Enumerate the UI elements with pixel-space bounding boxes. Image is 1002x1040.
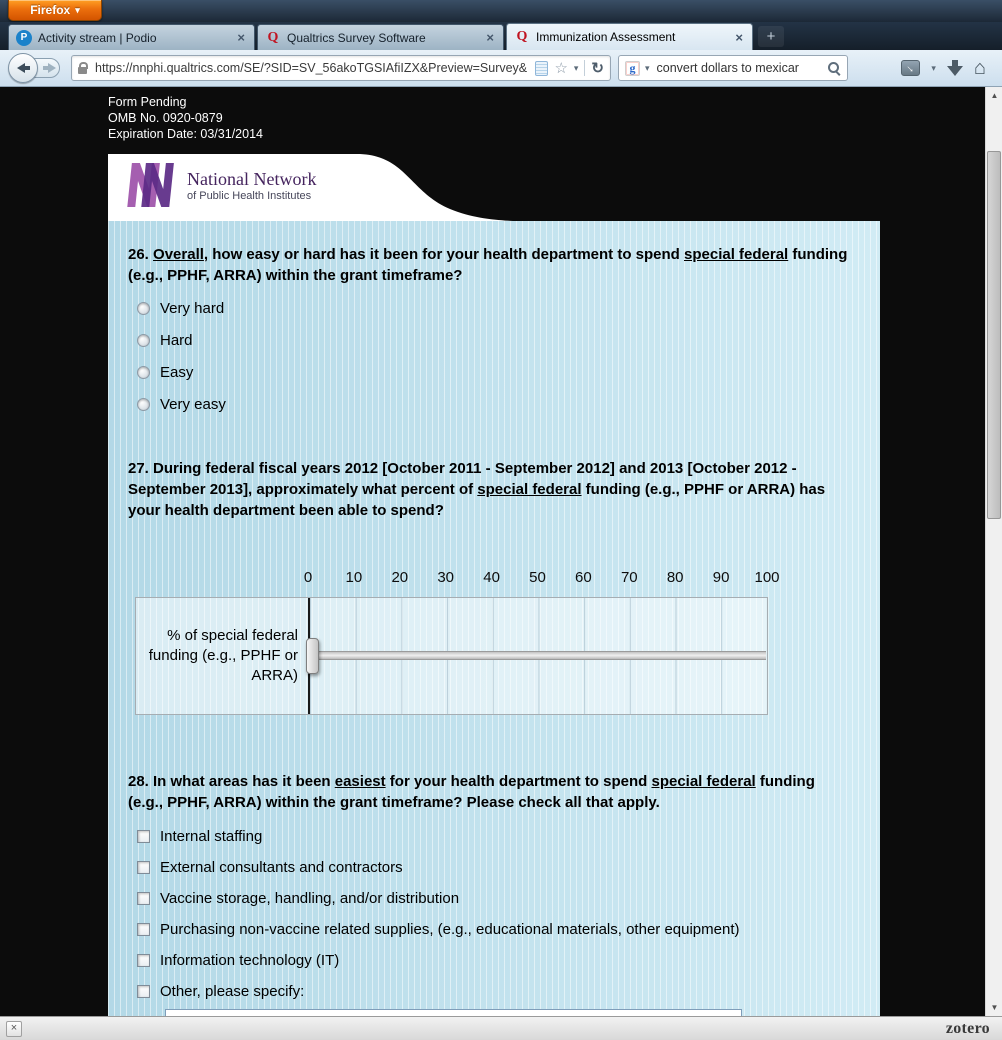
omb-number: OMB No. 0920-0879 [108, 111, 223, 125]
zotero-statusbar [0, 1016, 1002, 1040]
close-icon: × [10, 1022, 18, 1034]
firefox-menu-button[interactable] [8, 0, 102, 21]
tick-label: 10 [345, 569, 363, 586]
omb-header [108, 94, 263, 142]
checkbox-other[interactable] [137, 985, 150, 998]
nav-buttons [8, 53, 64, 83]
titlebar [0, 0, 1002, 22]
expiration-date: Expiration Date: 03/31/2014 [108, 127, 263, 141]
google-icon[interactable]: g [625, 61, 640, 76]
checkbox-external-consultants[interactable] [137, 861, 150, 874]
text-segment: 26. [128, 246, 154, 263]
checkbox-option-row [128, 945, 850, 976]
arrow-left-icon [17, 63, 25, 73]
question-26-text [128, 221, 850, 286]
slider-handle[interactable] [306, 638, 319, 674]
tab-title: Activity stream | Podio [38, 30, 157, 45]
text-segment: 27. During federal fiscal years 2012 [October 2011 - September 2012] and 2013 [October 2012 - September 2013], approximately what percent of [128, 460, 797, 498]
url-input[interactable] [93, 60, 529, 76]
text-segment: 28. In what areas has it been [128, 773, 335, 790]
checkbox-purchasing-supplies[interactable] [137, 923, 150, 936]
survey-body [108, 221, 880, 1016]
radio-button-very-hard[interactable] [137, 302, 150, 315]
question-28-options [128, 821, 850, 1016]
podio-icon: P [16, 30, 32, 46]
addon-toolbar-button[interactable] [901, 60, 920, 76]
qualtrics-icon: Q [267, 29, 279, 45]
tab-qualtrics-software[interactable] [257, 24, 504, 50]
chevron-down-icon[interactable]: ▾ [931, 62, 936, 73]
slider-statement-box [135, 597, 768, 715]
text-segment: funding (e.g., PPHF or ARRA) has your health department been able to spend? [128, 481, 826, 519]
tab-immunization-assessment[interactable] [506, 23, 753, 50]
tick-label: 50 [529, 569, 546, 586]
url-bar [71, 55, 611, 81]
scroll-down-button[interactable]: ▼ [986, 999, 1002, 1016]
other-specify-input[interactable] [165, 1009, 742, 1016]
scroll-up-button[interactable]: ▲ [986, 87, 1002, 104]
text-segment: easiest [334, 773, 386, 790]
nnphi-logo-text [187, 169, 316, 202]
slider-statement-label: % of special federal funding (e.g., PPHF or ARRA) [148, 627, 298, 684]
checkbox-option-row [128, 852, 850, 883]
divider [584, 60, 585, 76]
tick-label: 20 [391, 569, 409, 586]
checkbox-option-row [128, 914, 850, 945]
checkbox-option-label: Vaccine storage, handling, and/or distribution [160, 890, 460, 907]
radio-option-row [128, 356, 850, 388]
survey-header [108, 154, 880, 221]
radio-button-very-easy[interactable] [137, 398, 150, 411]
checkbox-information-technology[interactable] [137, 954, 150, 967]
tick-label: 100 [754, 569, 780, 586]
scroll-thumb[interactable] [987, 151, 1001, 519]
window-arrow-icon: → [903, 59, 920, 76]
text-segment: for your health department to spend [385, 773, 652, 790]
nnphi-logo [126, 162, 316, 208]
plus-icon: + [766, 28, 776, 45]
new-tab-button[interactable] [758, 26, 784, 47]
chevron-down-icon[interactable]: ▾ [645, 62, 650, 73]
checkbox-option-row [128, 976, 850, 1007]
toolbar-icons [901, 58, 994, 78]
tab-title: Immunization Assessment [536, 30, 676, 44]
page-icon[interactable] [535, 61, 548, 76]
browser-viewport [0, 87, 1002, 1016]
radio-option-label: Easy [160, 363, 194, 381]
tab-podio[interactable] [8, 24, 255, 50]
text-segment: special federal [477, 481, 582, 498]
firefox-menu-label: Firefox [30, 3, 71, 17]
radio-option-row [128, 324, 850, 356]
zotero-button[interactable]: zotero [945, 1019, 990, 1037]
search-bar [618, 55, 848, 81]
slider-bar[interactable] [310, 651, 766, 660]
question-27-text [128, 458, 850, 521]
back-button[interactable] [8, 53, 38, 83]
logo-line-2: of Public Health Institutes [187, 189, 312, 202]
tab-title: Qualtrics Survey Software [287, 30, 426, 45]
checkbox-option-label: Other, please specify: [160, 983, 305, 1000]
tick-label: 70 [620, 569, 638, 586]
checkbox-option-label: External consultants and contractors [160, 859, 403, 876]
tick-label: 40 [483, 569, 500, 586]
close-icon[interactable]: × [237, 30, 245, 45]
close-icon[interactable]: × [735, 29, 743, 45]
statusbar-close-button[interactable] [6, 1021, 22, 1037]
close-icon[interactable]: × [486, 30, 494, 45]
qualtrics-icon: Q [516, 29, 528, 44]
text-segment: funding (e.g., PPHF, ARRA) within the grant timeframe? Please check all that apply. [128, 773, 815, 811]
lock-icon[interactable] [78, 67, 87, 74]
radio-option-row [128, 388, 850, 420]
text-segment: Overall [153, 246, 204, 263]
slider-track[interactable] [308, 598, 767, 714]
tick-label: 60 [575, 569, 592, 586]
chevron-down-icon: ▾ [75, 4, 80, 15]
slider-tick-labels [303, 569, 780, 591]
vertical-scrollbar[interactable] [985, 87, 1002, 1016]
chevron-down-icon[interactable]: ▾ [573, 62, 579, 73]
search-icon[interactable] [828, 62, 841, 75]
bookmark-star-icon[interactable]: ☆ [554, 59, 568, 77]
checkbox-internal-staffing[interactable] [137, 830, 150, 843]
checkbox-option-label: Information technology (IT) [160, 952, 340, 969]
checkbox-option-row [128, 883, 850, 914]
checkbox-option-row [128, 821, 850, 852]
radio-option-label: Very hard [160, 299, 225, 317]
logo-line-1: National Network [187, 168, 317, 189]
checkbox-option-label: Internal staffing [160, 828, 263, 845]
tick-label: 30 [437, 569, 455, 586]
question-26-options [128, 292, 850, 420]
home-button[interactable]: ⌂ [973, 57, 986, 79]
arrow-right-icon [48, 63, 56, 73]
downloads-button[interactable] [947, 60, 963, 77]
form-status: Form Pending [108, 95, 187, 109]
tick-label: 80 [666, 569, 684, 586]
arrow-left-icon [25, 66, 30, 70]
radio-option-row [128, 292, 850, 324]
tick-label: 90 [712, 569, 730, 586]
tab-strip [0, 22, 1002, 50]
text-segment: funding (e.g., PPHF, ARRA) within the grant timeframe? [128, 246, 848, 284]
text-segment: special federal [684, 246, 789, 263]
checkbox-option-label: Purchasing non-vaccine related supplies, (e.g., educational materials, other equipment) [160, 921, 740, 938]
radio-option-label: Very easy [160, 395, 226, 413]
question-28-text [128, 771, 850, 813]
radio-button-hard[interactable] [137, 334, 150, 347]
nnphi-logo-mark [126, 162, 178, 208]
search-input[interactable] [655, 60, 823, 76]
reload-icon[interactable]: ↻ [591, 59, 604, 77]
checkbox-vaccine-storage[interactable] [137, 892, 150, 905]
navigation-toolbar [0, 50, 1002, 87]
text-segment: , how easy or hard has it been for your health department to spend [203, 246, 684, 263]
radio-button-easy[interactable] [137, 366, 150, 379]
text-segment: special federal [651, 773, 756, 790]
radio-option-label: Hard [160, 331, 193, 349]
tick-label: 0 [303, 569, 313, 586]
survey-container [108, 154, 880, 1016]
